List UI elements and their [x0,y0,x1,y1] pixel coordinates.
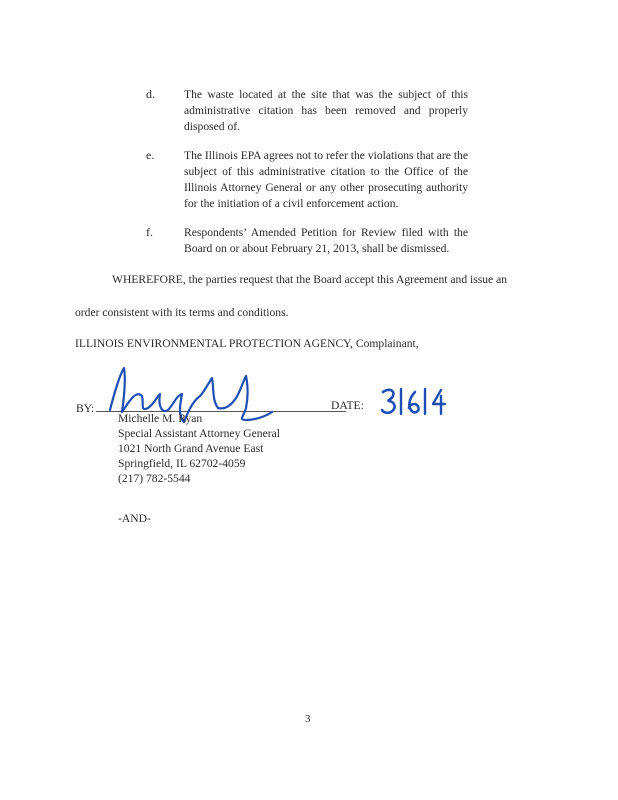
signer-street: 1021 North Grand Avenue East [118,442,264,455]
item-text: The Illinois EPA agrees not to refer the violations that are the subject of this administrative citation to the Office of the Illinois Attorney General or any other prosecuting authority for the initiation of a civil enforcement action. [184,149,468,210]
signer-phone: (217) 782-5544 [118,472,191,485]
date-label: DATE: [331,399,364,412]
signer-title: Special Assistant Attorney General [118,427,280,440]
item-text: Respondents’ Amended Petition for Review filed with the Board on or about February 21, 2013, shall be dismissed. [184,226,468,255]
complainant-line: ILLINOIS ENVIRONMENTAL PROTECTION AGENCY, Complainant, [75,337,419,350]
item-letter: d. [146,87,155,101]
wherefore-line-1: WHEREFORE, the parties request that the Board accept this Agreement and issue an [112,273,508,286]
wherefore-line-2: order consistent with its terms and conditions. [75,306,289,319]
page-number: 3 [305,713,311,725]
by-label: BY: [76,402,95,415]
item-letter: e. [146,148,155,162]
signer-name: Michelle M. Ryan [118,412,203,425]
item-letter: f. [146,225,153,239]
item-text: The waste located at the site that was the subject of this administrative citation has been removed and properly disposed of. [184,88,468,133]
handwritten-date [379,386,449,416]
and-separator: -AND- [118,512,151,525]
signer-city: Springfield, IL 62702-4059 [118,457,246,470]
